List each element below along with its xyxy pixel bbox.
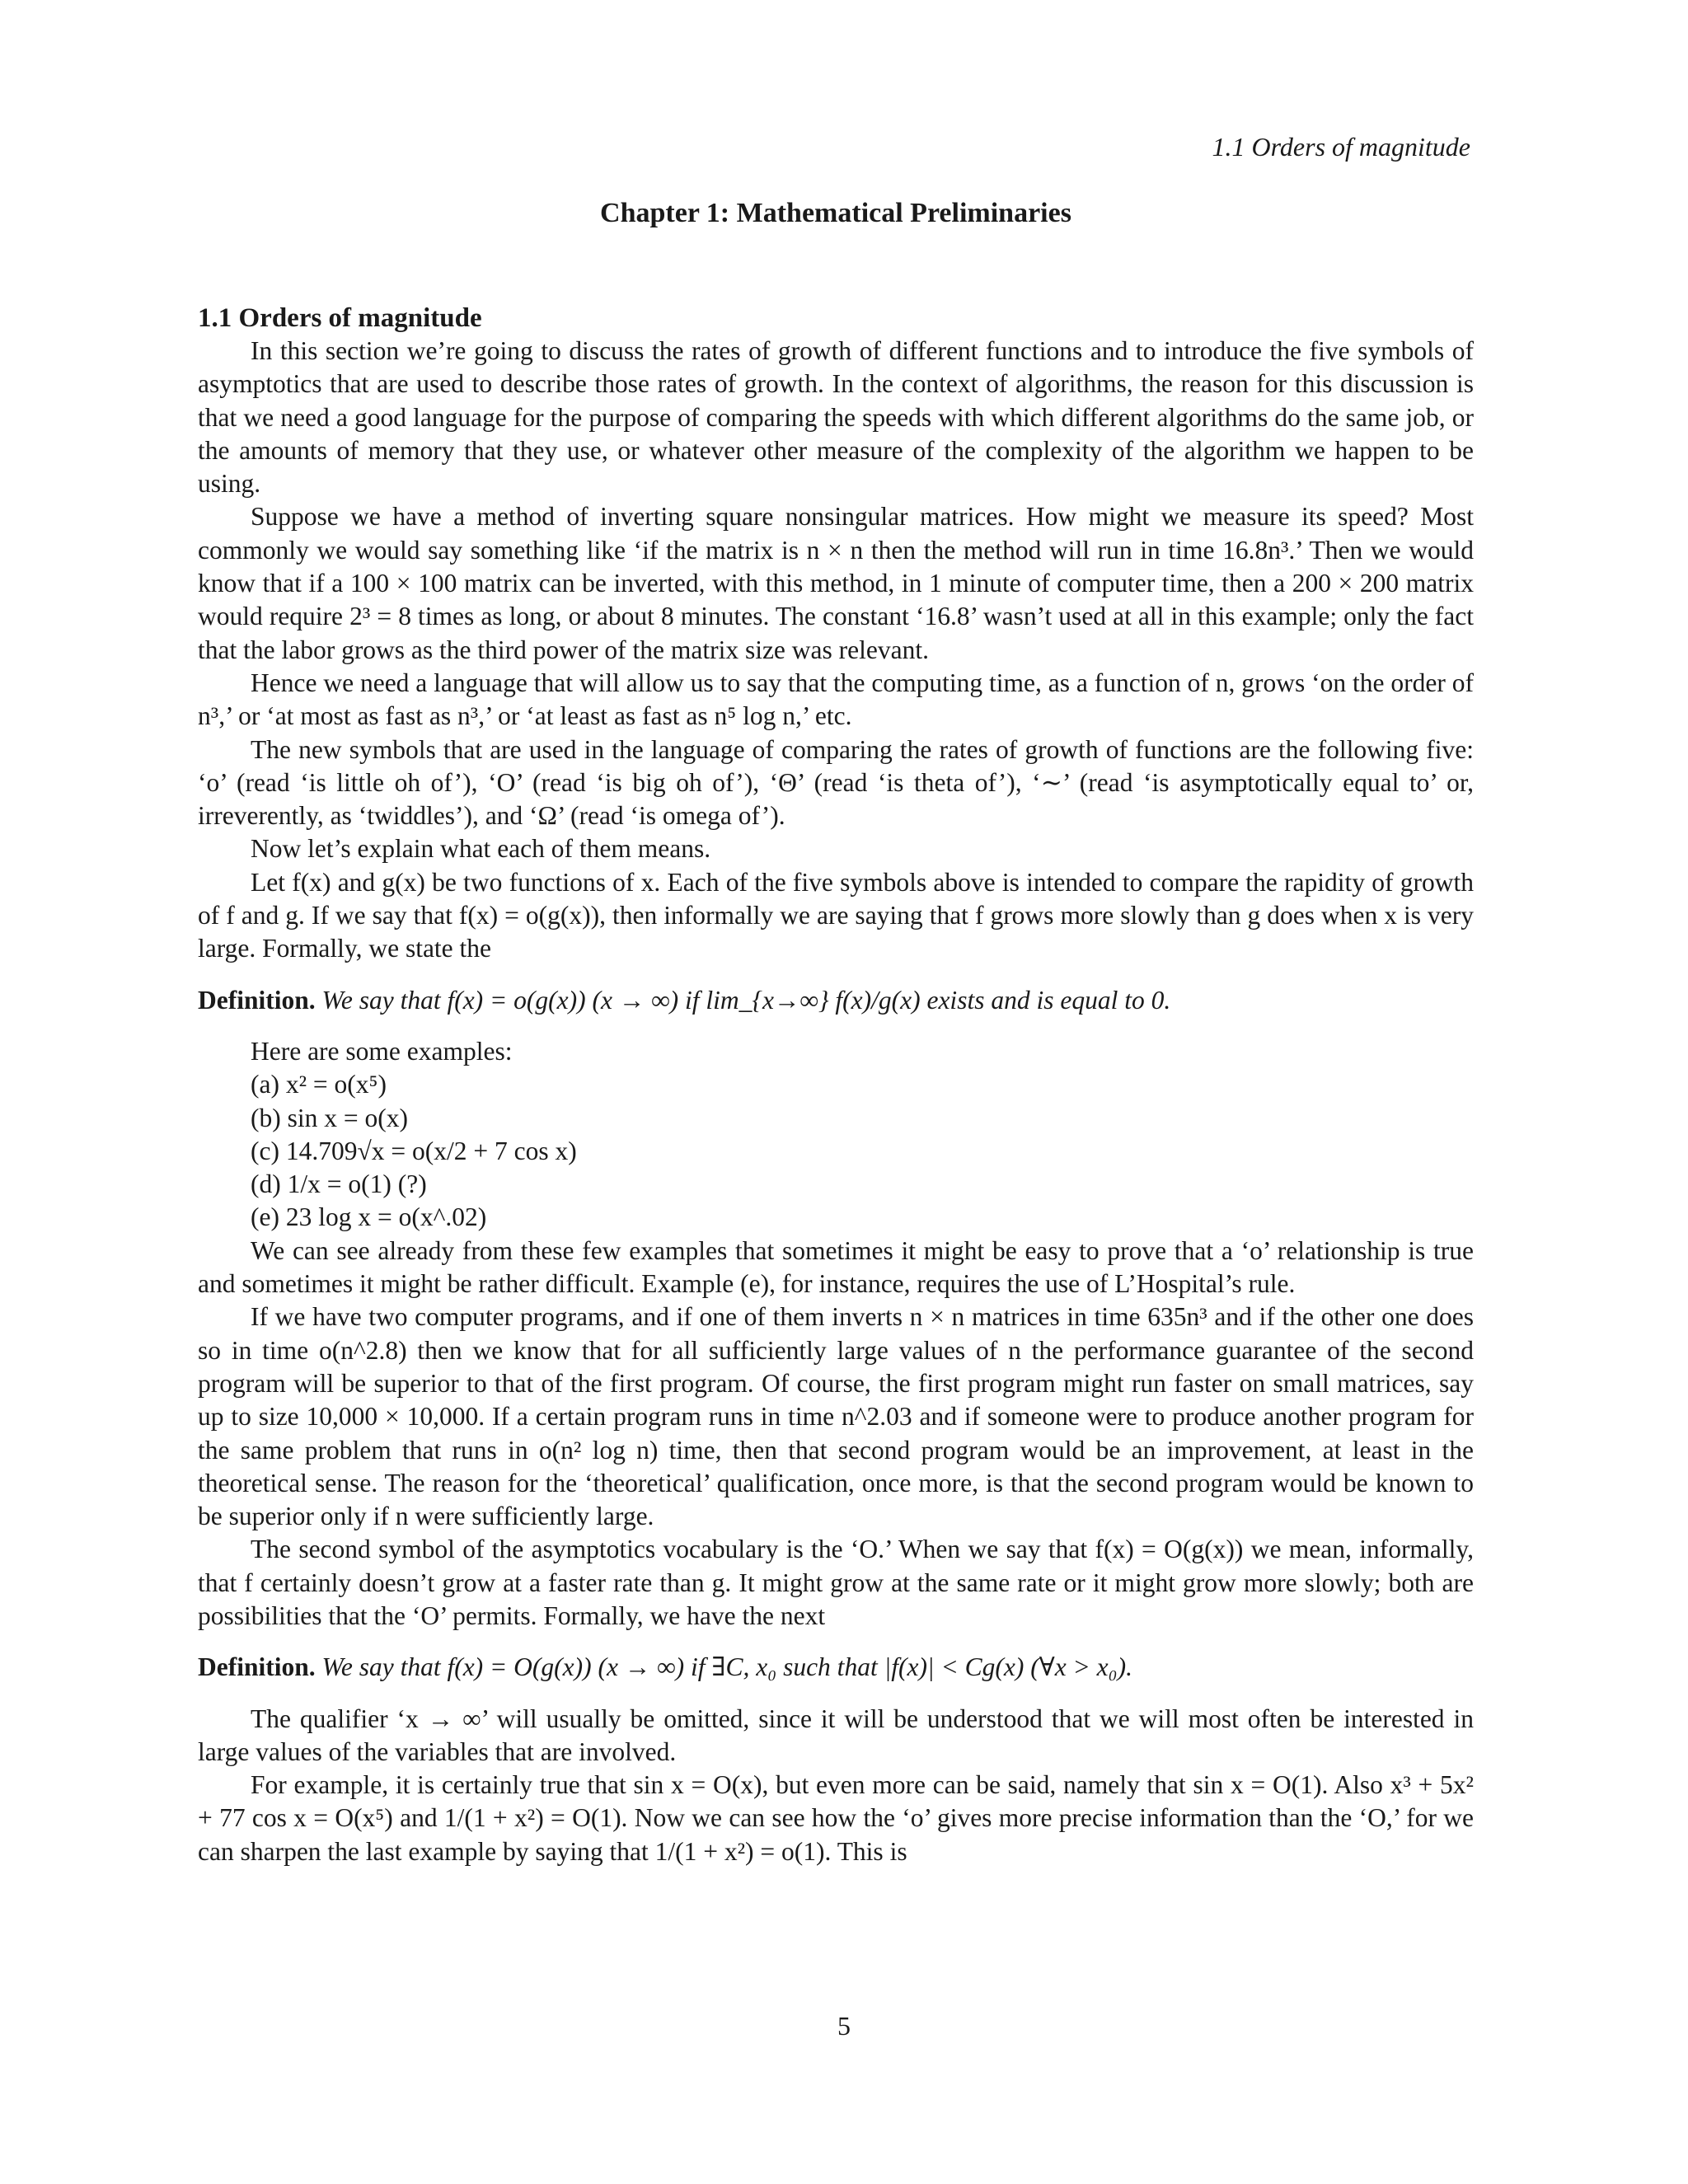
definition-text: We say that f(x) = o(g(x)) (x → ∞) if lim_{x→∞} f(x)/g(x) exists and is equal to 0. xyxy=(321,985,1171,1015)
section-heading: 1.1 Orders of magnitude xyxy=(198,303,482,333)
running-head: 1.1 Orders of magnitude xyxy=(1212,132,1470,162)
example-item: (d) 1/x = o(1) (?) xyxy=(251,1169,427,1199)
definition-label: Definition. xyxy=(198,985,316,1015)
paragraph-6: Let f(x) and g(x) be two functions of x. Each of the five symbols above is intended to compare the rapidity of growth of f and g. If we say that f(x) = o(g(x)), then informally we are saying that f grows more slowly than g does when x is very large. Formally, we state the xyxy=(198,867,1474,963)
definition-big-o xyxy=(198,1651,1474,1684)
examples-list xyxy=(198,1068,1474,1234)
examples-intro: Here are some examples: xyxy=(251,1036,513,1066)
example-item: (a) x² = o(x⁵) xyxy=(251,1070,387,1099)
paragraph-2: Suppose we have a method of inverting square nonsingular matrices. How might we measure its speed? Most commonly we would say something like ‘if the matrix is n × n then the method will run in time 16.8n³.’ Then we would know that if a 100 × 100 matrix can be inverted, with this method, in 1 minute of computer time, then a 200 × 200 matrix would require 2³ = 8 times as long, or about 8 minutes. The constant ‘16.8’ wasn’t used at all in this example; only the fact that the labor grows as the third power of the matrix size was relevant. xyxy=(198,502,1474,664)
example-item: (e) 23 log x = o(x^.02) xyxy=(251,1202,487,1232)
definition-label: Definition. xyxy=(198,1652,316,1682)
example-item: (b) sin x = o(x) xyxy=(251,1103,408,1132)
definition-text: We say that f(x) = O(g(x)) (x → ∞) if ∃C, x₀ such that |f(x)| < Cg(x) (∀x > x₀). xyxy=(321,1652,1132,1682)
definition-little-o xyxy=(198,984,1474,1017)
paragraph-4: The new symbols that are used in the language of comparing the rates of growth of functions are the following five: ‘o’ (read ‘is little oh of’), ‘O’ (read ‘is big oh of’), ‘Θ’ (read ‘is theta of’), ‘∼’ (read ‘is asymptotically equal to’ or, irreverently, as ‘twiddles’), and ‘Ω’ (read ‘is omega of’). xyxy=(198,734,1474,831)
paragraph-5: Now let’s explain what each of them means. xyxy=(251,834,711,864)
example-item: (c) 14.709√x = o(x/2 + 7 cos x) xyxy=(251,1136,577,1165)
page-number: 5 xyxy=(837,2011,851,2041)
paragraph-1: In this section we’re going to discuss the rates of growth of different functions and to introduce the five symbols of asymptotics that are used to describe those rates of growth. In the context of algorithms, the reason for this discussion is that we need a good language for the purpose of comparing the speeds with which different algorithms do the same job, or the amounts of memory that they use, or whatever other measure of the complexity of the algorithm we happen to be using. xyxy=(198,336,1474,499)
paragraph-7: We can see already from these few examples that sometimes it might be easy to prove that a ‘o’ relationship is true and sometimes it might be rather difficult. Example (e), for instance, requires the use of L’Hospital’s rule. xyxy=(198,1235,1474,1299)
paragraph-8: If we have two computer programs, and if one of them inverts n × n matrices in time 635n³ and if the other one does so in time o(n^2.8) then we know that for all sufficiently large values of n the performance guarantee of the second program will be superior to that of the first program. Of course, the first program might run faster on small matrices, say up to size 10,000 × 10,000. If a certain program runs in time n^2.03 and if someone were to produce another program for the same problem that runs in o(n² log n) time, then that second program would be an improvement, at least in the theoretical sense. The reason for the ‘theoretical’ qualification, once more, is that the second program would be known to be superior only if n were sufficiently large. xyxy=(198,1302,1474,1531)
paragraph-11: For example, it is certainly true that sin x = O(x), but even more can be said, namely that sin x = O(1). Also x³ + 5x² + 77 cos x = O(x⁵) and 1/(1 + x²) = O(1). Now we can see how the ‘o’ gives more precise information than the ‘O,’ for we can sharpen the last example by saying that 1/(1 + x²) = o(1). This is xyxy=(198,1770,1474,1866)
paragraph-9: The second symbol of the asymptotics vocabulary is the ‘O.’ When we say that f(x) = O(g(x)) we mean, informally, that f certainly doesn’t grow at a faster rate than g. It might grow at the same rate or it might grow more slowly; both are possibilities that the ‘O’ permits. Formally, we have the next xyxy=(198,1535,1474,1630)
paragraph-10: The qualifier ‘x → ∞’ will usually be omitted, since it will be understood that we will most often be interested in large values of the variables that are involved. xyxy=(198,1704,1474,1766)
paragraph-3: Hence we need a language that will allow us to say that the computing time, as a function of n, grows ‘on the order of n³,’ or ‘at most as fast as n³,’ or ‘at least as fast as n⁵ log n,’ etc. xyxy=(198,668,1474,731)
page-body xyxy=(198,302,1474,1868)
chapter-title: Chapter 1: Mathematical Preliminaries xyxy=(600,198,1071,228)
